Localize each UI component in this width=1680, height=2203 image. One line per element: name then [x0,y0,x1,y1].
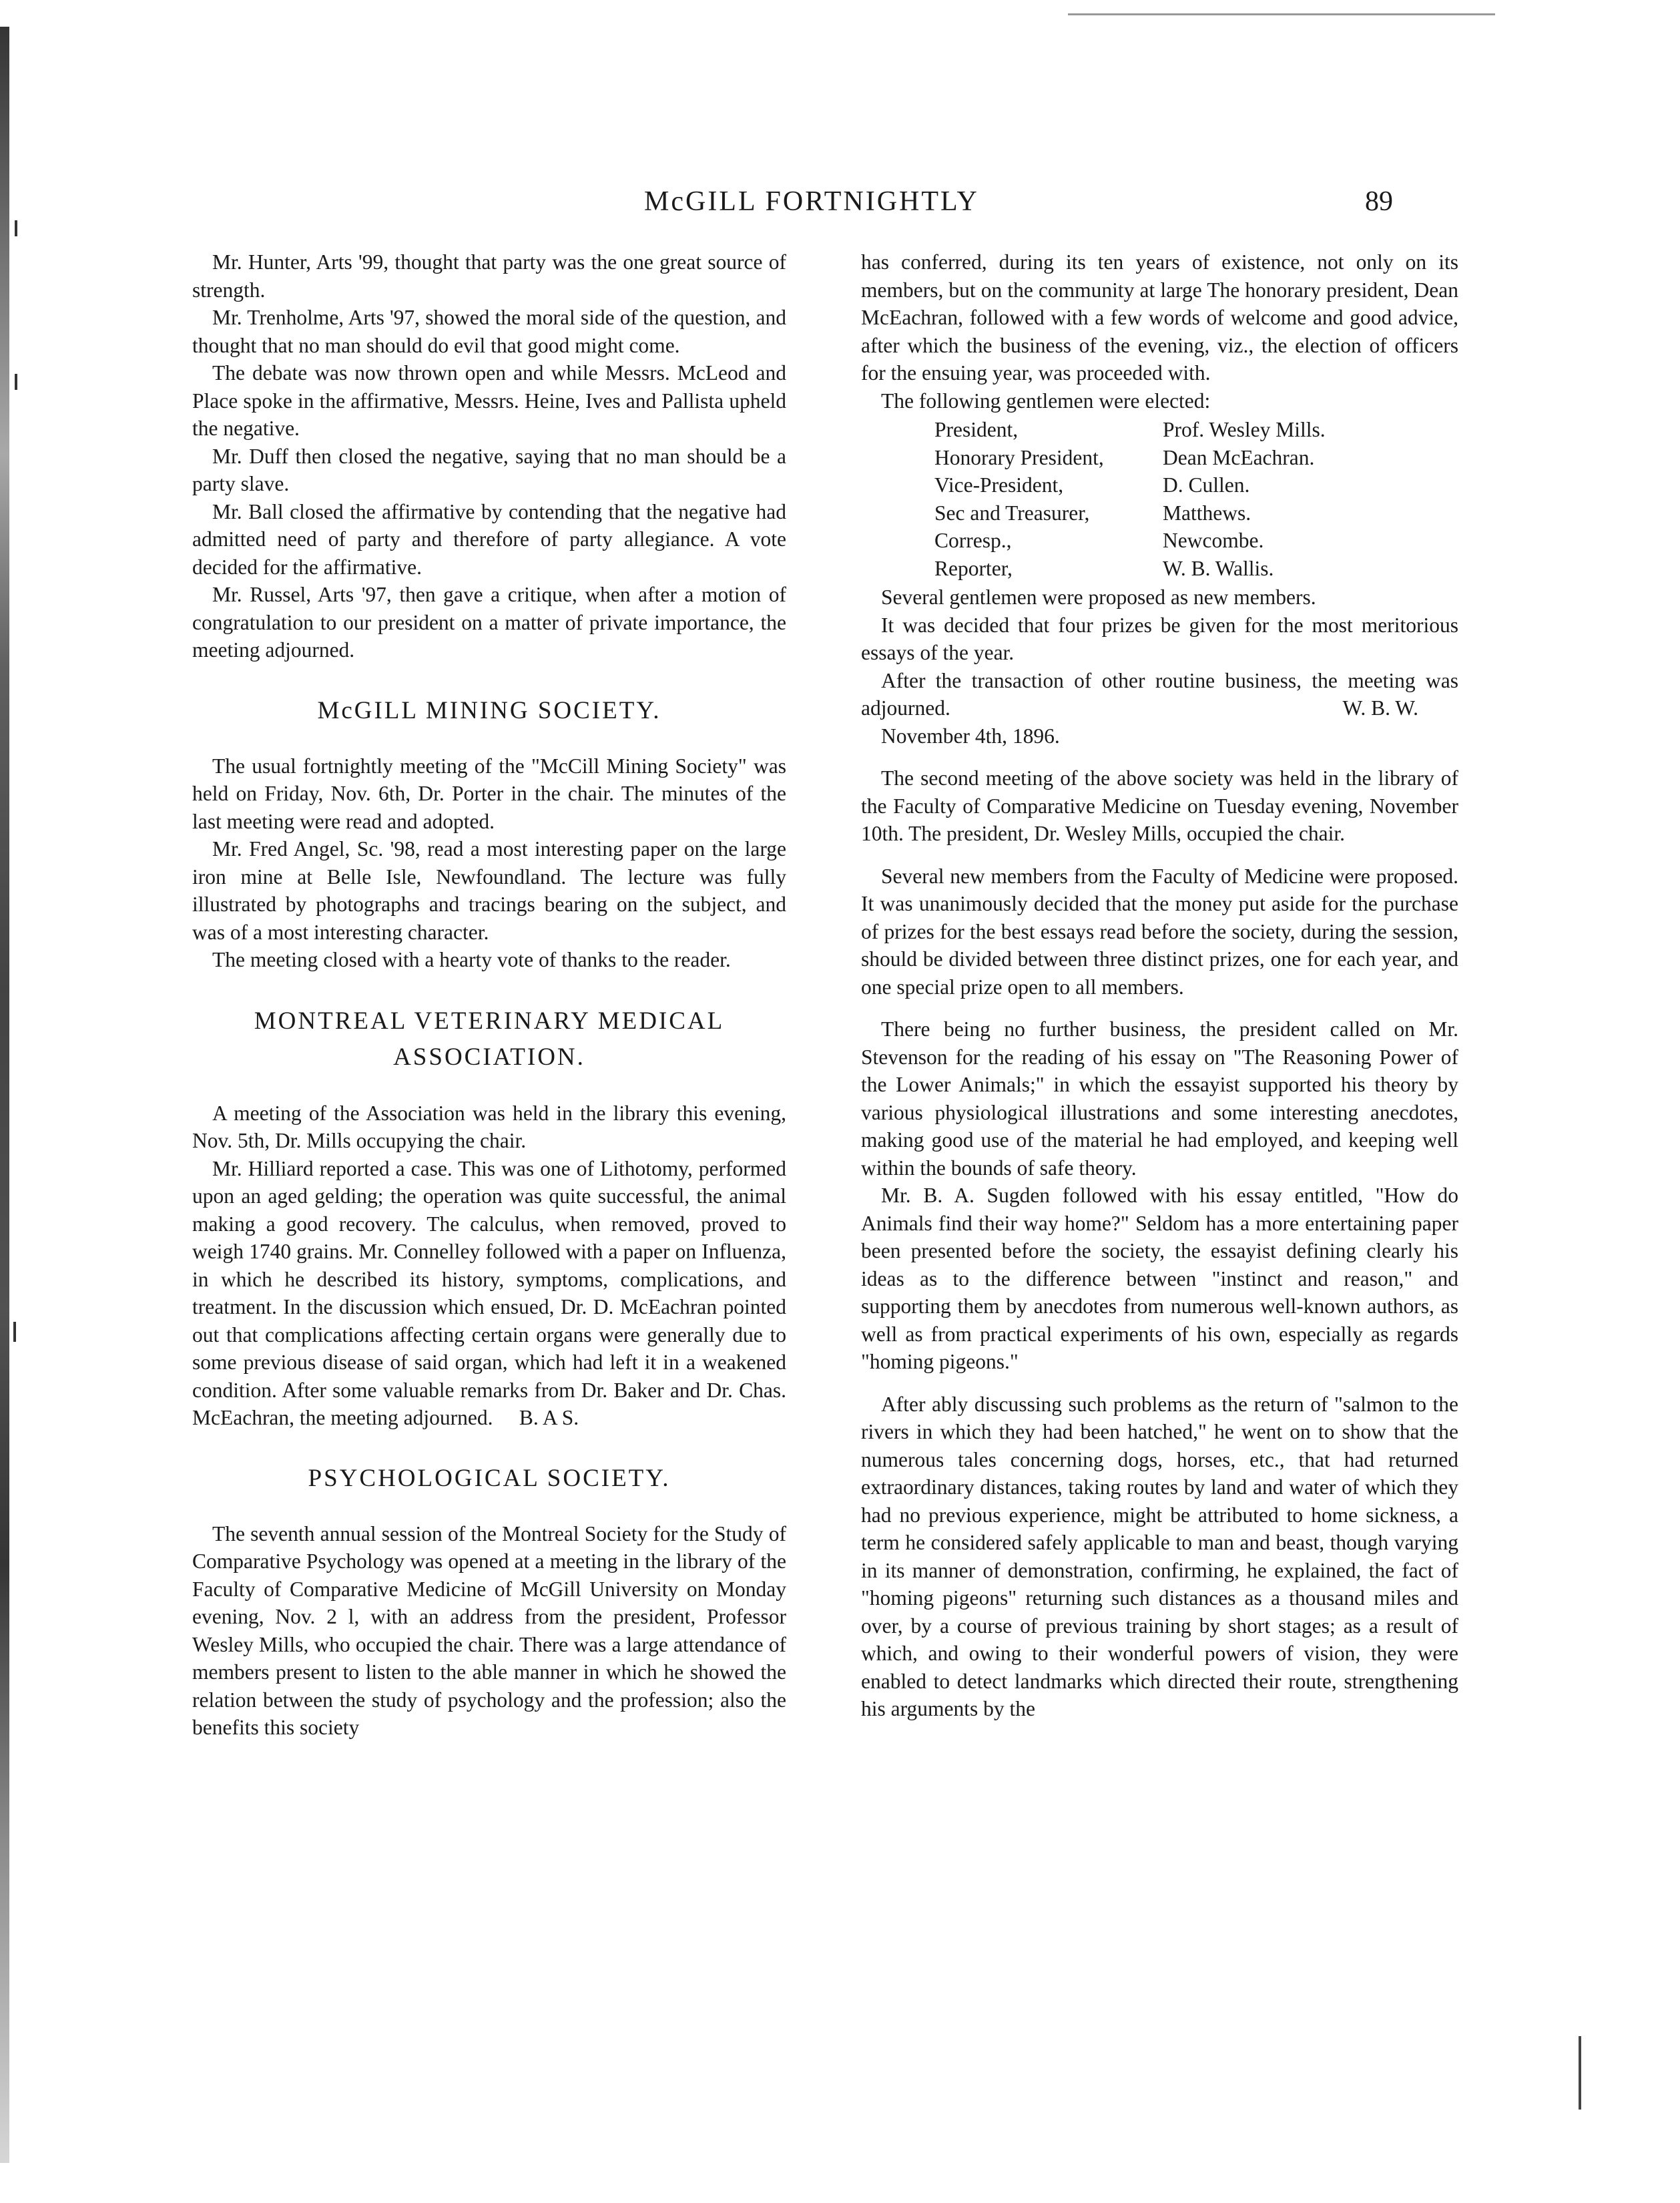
paragraph: After ably discussing such problems as the return of "salmon to the rivers in which they had been hatched," he went on to show that the numerous tales concerning dogs, horses, etc., that had returned extraordinary distances, taking routes by land and water of which they had no previous experience, might be attributed to home sickness, a term he considered safely applicable to man and beast, though varying in its manner of demonstration, confirming, he explained, the fact of "homing pigeons" returning such distances as a thousand miles and over, by a course of previous training by short stages; as a result of which, and owing to their wonderful powers of vision, they were enabled to detect landmarks which directed their route, strengthening his arguments by the [861,1392,1458,1720]
page-header [0,186,1680,226]
left-column [192,248,786,1742]
paragraph-text: After the transaction of other routine business, the meeting was adjourned. [861,668,1458,720]
paragraph: The second meeting of the above society was held in the library of the Faculty of Comparative Medicine on Tuesday evening, November 10th. The president, Dr. Wesley Mills, occupied the chair. [861,766,1458,845]
paragraph: There being no further business, the president called on Mr. Stevenson for the reading of his essay on "The Reasoning Power of the Lower Animals;" in which the essayist supported his theory by various physiological illustrations and some interesting anecdotes, making good use of the material he had employed, and keeping well within the bounds of safe theory. [861,1017,1458,1180]
paragraph: The seventh annual session of the Montreal Society for the Study of Comparative Psychology was opened at a meeting in the library of the Faculty of Comparative Medicine of McGill University on Monday evening, Nov. 2 l, with an address from the president, Professor Wesley Mills, who occupied the chair. There was a large attendance of members present to listen to the able manner in which he showed the relation between the study of psychology and the profession; also the benefits this society [192,1521,786,1739]
paragraph: The following gentlemen were elected: [881,389,1211,413]
paragraph: The usual fortnightly meeting of the "McCill Mining Society" was held on Friday, Nov. 6th, Dr. Porter in the chair. The minutes of the last meeting were read and adopted. [192,754,786,833]
paragraph: Mr. Ball closed the affirmative by contending that the negative had admitted need of party and therefore of party allegiance. A vote decided for the affirmative. [192,499,786,579]
officer-role: Sec and Treasurer, [934,501,1090,525]
paragraph: has conferred, during its ten years of existence, not only on its members, but on the community at large The honorary president, Dean McEachran, followed with a few words of welcome and good advice, after which the business of the evening, viz., the election of officers for the ensuing year, was proceeded with. [861,250,1458,385]
officer-name: Matthews. [1163,501,1251,525]
scan-top-rule [1068,13,1495,15]
paragraph [861,667,1458,722]
paragraph: A meeting of the Association was held in the library this evening, Nov. 5th, Dr. Mills occupying the chair. [192,1101,786,1152]
heading-line: MONTREAL VETERINARY MEDICAL [254,1007,725,1035]
officer-name: Prof. Wesley Mills. [1163,418,1326,441]
paragraph: Mr. B. A. Sugden followed with his essay entitled, "How do Animals find their way home?" Seldom has a more entertaining paper been presented before the society, the essayist defining clearly his ideas as to the difference between "instinct and reason," and supporting them by anecdotes from numerous well-known authors, as well as from practical experiments of his own, especially as regards "homing pigeons." [861,1184,1458,1373]
officer-role: Vice-President, [934,473,1064,497]
officer-name: D. Cullen. [1163,473,1250,497]
paragraph: It was decided that four prizes be given for the most meritorious essays of the year. [861,613,1458,664]
paragraph: Mr. Russel, Arts '97, then gave a critique, when after a motion of congratulation to our president on a matter of private importance, the meeting adjourned. [192,583,786,662]
paragraph: Mr. Trenholme, Arts '97, showed the moral side of the question, and thought that no man should do evil that good might come. [192,306,786,357]
paragraph-text: Mr. Hilliard reported a case. This was one of Lithotomy, performed upon an aged gelding; the operation was quite successful, the animal making a good recovery. The calculus, when removed, proved to weigh 1740 grains. Mr. Connelley followed with a paper on Influenza, in which he described its history, symptoms, complications, and treatment. In the discussion which ensued, Dr. D. McEachran pointed out that complications affecting certain organs were generally due to some previous disease of said organ, which had left it in a weakened condition. After some valuable remarks from Dr. Baker and Dr. Chas. McEachran, the meeting adjourned. [192,1156,786,1429]
officer-role: Honorary President, [934,445,1104,469]
section-heading-veterinary [192,1003,786,1075]
signature: W. B. W. [1342,696,1418,720]
officer-row [934,499,1458,527]
scan-edge-mark [15,374,17,390]
right-column [861,248,1458,1723]
officer-row [934,471,1458,499]
page-number: 89 [1365,186,1393,217]
paragraph: Mr. Duff then closed the negative, saying that no man should be a party slave. [192,444,786,495]
signature: B. A S. [519,1406,579,1429]
date-line: November 4th, 1896. [881,724,1060,748]
scan-bottom-mark [1579,2036,1581,2110]
officer-role: Corresp., [934,529,1012,552]
paragraph: The meeting closed with a hearty vote of thanks to the reader. [212,948,731,971]
section-heading-psychological: PSYCHOLOGICAL SOCIETY. [308,1464,671,1492]
scan-binding-edge [0,27,9,2163]
officer-row [934,555,1458,583]
paragraph [192,1155,786,1432]
officer-name: W. B. Wallis. [1163,556,1274,580]
officer-row [934,444,1458,472]
officer-role: Reporter, [934,556,1013,580]
paragraph: Mr. Hunter, Arts '99, thought that party was the one great source of strength. [192,250,786,302]
officer-row [934,527,1458,555]
heading-line: ASSOCIATION. [393,1043,585,1071]
officer-row [934,416,1458,444]
officer-name: Dean McEachran. [1163,445,1315,469]
officers-list [934,416,1458,582]
running-head: McGILL FORTNIGHTLY [644,186,979,217]
officer-name: Newcombe. [1163,529,1264,552]
paragraph: Mr. Fred Angel, Sc. '98, read a most interesting paper on the large iron mine at Belle Isle, Newfoundland. The lecture was fully illustrated by photographs and tracings bearing on the subject, and was of a most interesting character. [192,837,786,944]
section-heading-mining: McGILL MINING SOCIETY. [317,696,661,724]
officer-role: President, [934,418,1019,441]
paragraph: The debate was now thrown open and while Messrs. McLeod and Place spoke in the affirmative, Messrs. Heine, Ives and Pallista upheld the negative. [192,361,786,440]
scan-edge-mark [13,1322,16,1342]
paragraph: Several gentlemen were proposed as new members. [881,585,1316,609]
paragraph: Several new members from the Faculty of Medicine were proposed. It was unanimously decided that the money put aside for the purchase of prizes for the best essays read before the society, during the session, should be divided between three distinct prizes, one for each year, and one special prize open to all members. [861,864,1458,999]
